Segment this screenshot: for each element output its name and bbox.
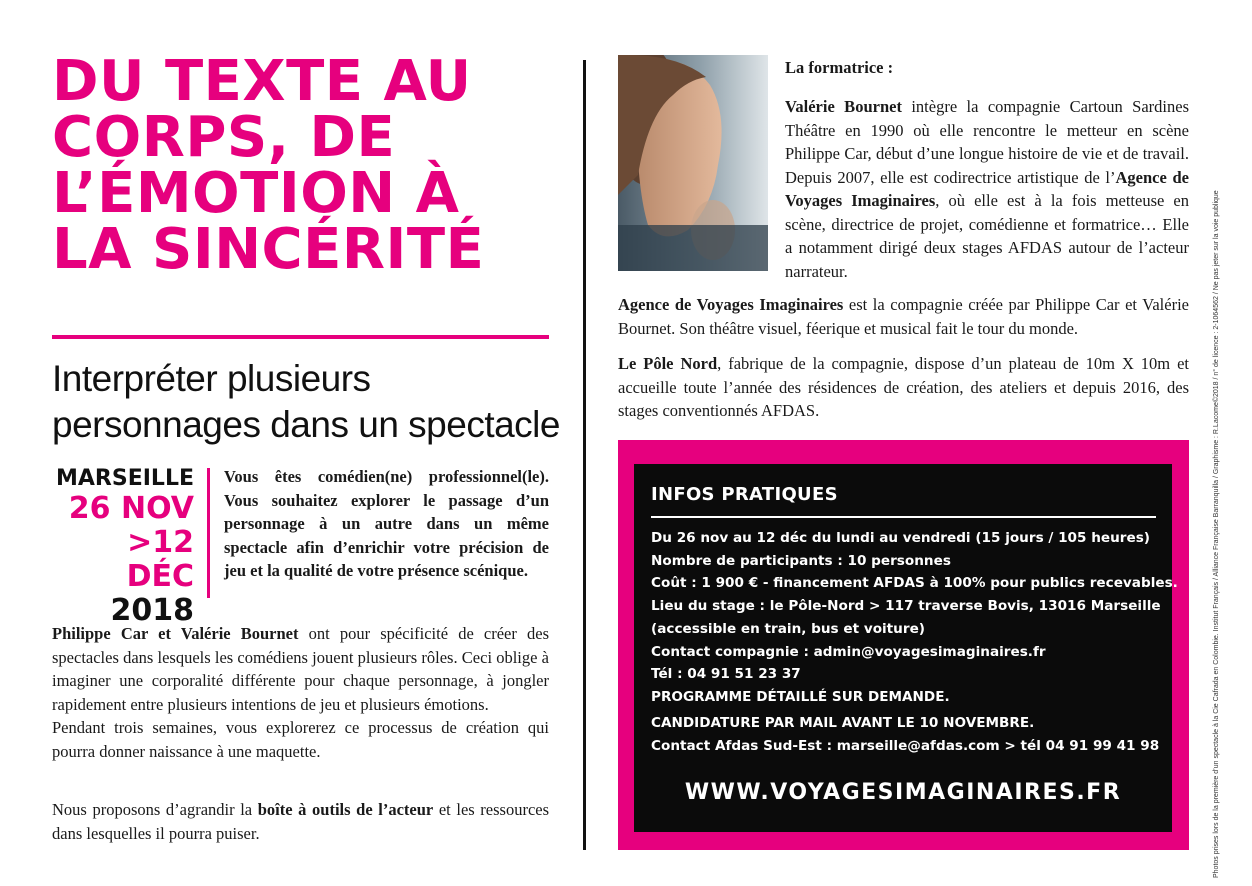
- date-divider: [207, 468, 210, 598]
- description-lead: Philippe Car et Valérie Bournet: [52, 624, 299, 643]
- trainer-name: Valérie Bournet: [785, 97, 902, 116]
- city-label: MARSEILLE: [56, 466, 194, 491]
- toolbox-post: et les ressources dans lesquelles il pourra puiser.: [52, 800, 550, 843]
- toolbox-bold: boîte à outils de l’acteur: [257, 800, 434, 819]
- agency-name: Agence de Voyages Imaginaires: [618, 295, 844, 314]
- trainer-bio: [785, 95, 1189, 283]
- info-line-dates: Du 26 nov au 12 déc du lundi au vendredi (15 jours / 105 heures): [651, 530, 1150, 546]
- description-paragraph: [52, 622, 549, 763]
- end-date: >12 DÉC: [126, 525, 194, 594]
- info-line-program: PROGRAMME DÉTAILLÉ SUR DEMANDE.: [651, 688, 950, 705]
- main-title: DU TEXTE AU CORPS, DE L’ÉMOTION À LA SINCÉRITÉ: [52, 49, 485, 282]
- intro-paragraph: Vous êtes comédien(ne) professionnel(le). Vous souhaitez explorer le passage d’un personnage à un autre dans un même spectacle afin d’enrichir votre précision de jeu et la qualité de votre présence scénique.: [224, 467, 549, 580]
- pole-nord-paragraph: [618, 352, 1189, 423]
- info-line-deadline: CANDIDATURE PAR MAIL AVANT LE 10 NOVEMBRE.: [651, 715, 1035, 731]
- info-line-contact[interactable]: Contact compagnie : admin@voyagesimaginaires.fr: [651, 643, 1046, 660]
- agency-paragraph: [618, 293, 1189, 340]
- description-text: ont pour spécificité de créer des spectacles dans lesquels les comédiens jouent plusieurs rôles. Ceci oblige à imaginer une corporalité différente pour chaque personnage, à jongler rapidement entre plusieurs intentions de jeu et plusieurs émotions.: [52, 624, 549, 714]
- start-date: 26 NOV: [68, 491, 194, 526]
- info-line-afdas-contact[interactable]: Contact Afdas Sud-Est : marseille@afdas.com > tél 04 91 99 41 98: [651, 737, 1160, 754]
- description-text-2: Pendant trois semaines, vous explorerez ce processus de création qui pourra donner naissance à une maquette.: [52, 718, 549, 761]
- pole-nord-name: Le Pôle Nord: [618, 354, 718, 373]
- info-line-access: (accessible en train, bus et voiture): [651, 620, 925, 637]
- column-divider: [583, 60, 586, 850]
- info-title: INFOS PRATIQUES: [651, 484, 838, 505]
- info-line-cost: Coût : 1 900 € - financement AFDAS à 100% pour publics recevables.: [651, 575, 1178, 592]
- trainer-bio-1: intègre la compagnie Cartoun Sardines Théâtre en 1990 où elle rencontre le metteur en scène Philippe Car, début d’une longue histoire de vie et de travail. Depuis 2007, elle est codirectrice artistique de l’: [785, 97, 1189, 187]
- photo-credits: Photos prises lors de la première d’un spectacle à la Cie Cafrada en Colombie. Institut Français / Alliance Française Barranquilla / Graphisme : R.Lacome©2018 / n° de licence : 2-1064562 / Ne pas jeter sur la voie publique: [1213, 190, 1220, 878]
- info-line-phone: Tél : 04 91 51 23 37: [651, 666, 801, 683]
- info-line-location: Lieu du stage : le Pôle-Nord > 117 traverse Bovis, 13016 Marseille: [651, 598, 1161, 615]
- trainer-photo-image: [618, 55, 768, 271]
- year-label: 2018: [110, 593, 194, 628]
- agency-text: est la compagnie créée par Philippe Car et Valérie Bournet. Son théâtre visuel, féerique et musical fait le tour du monde.: [618, 295, 1189, 338]
- info-list-application: [651, 712, 1166, 757]
- info-line-participants: Nombre de participants : 10 personnes: [651, 552, 951, 569]
- toolbox-paragraph: [52, 798, 549, 845]
- trainer-heading: La formatrice :: [785, 58, 894, 77]
- subtitle: Interpréter plusieurs personnages dans un spectacle: [52, 358, 560, 445]
- trainer-bio-2: , où elle est à la fois metteuse en scène, directrice de projet, comédienne et formatrice… Elle a notamment dirigé deux stages AFDAS autour de l’acteur narrateur.: [785, 191, 1189, 281]
- info-divider: [651, 516, 1156, 518]
- toolbox-pre: Nous proposons d’agrandir la: [52, 800, 258, 819]
- website-link[interactable]: WWW.VOYAGESIMAGINAIRES.FR: [684, 780, 1122, 805]
- trainer-agency: Agence de Voyages Imaginaires: [785, 167, 1189, 210]
- info-list: [651, 527, 1178, 709]
- info-box: [634, 464, 1178, 832]
- title-underline: [52, 335, 549, 339]
- pole-nord-text: , fabrique de la compagnie, dispose d’un plateau de 10m X 10m et accueille toute l’année des résidences de création, des ateliers et depuis 2016, des stages conventionnés AFDAS.: [618, 354, 1189, 420]
- date-block: [52, 466, 194, 628]
- trainer-photo: [618, 55, 768, 271]
